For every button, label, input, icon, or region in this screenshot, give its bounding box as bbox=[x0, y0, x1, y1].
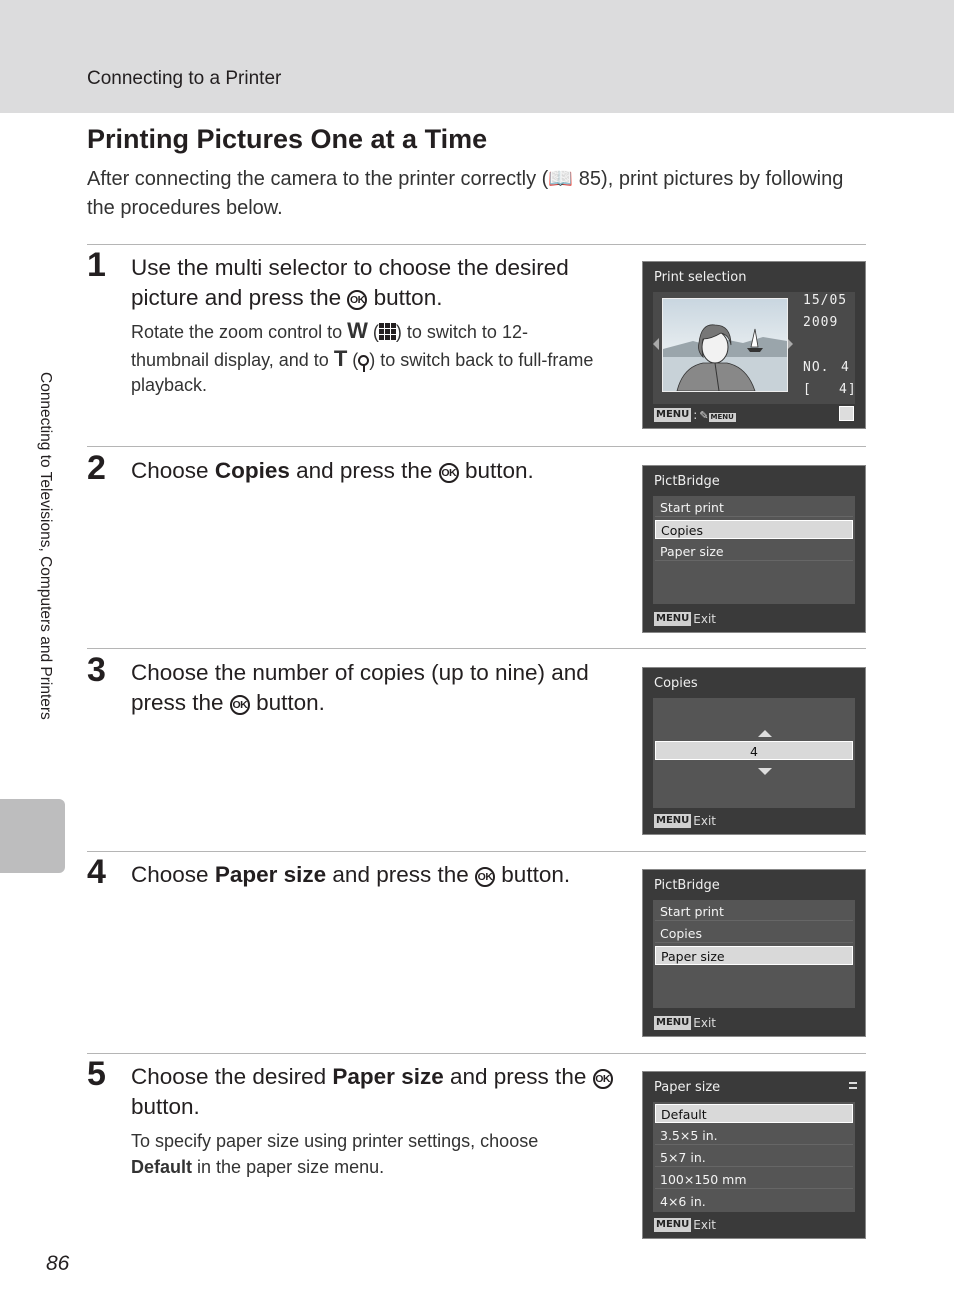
intro-ref: 85 bbox=[578, 168, 602, 190]
step-number: 4 bbox=[87, 853, 106, 891]
intro-text-after: ), print pictures by following the procedures below. bbox=[87, 168, 844, 219]
step-text: Use the multi selector to choose the desired picture and press the bbox=[131, 255, 569, 310]
menu-button-icon: MENU bbox=[656, 409, 690, 420]
ok-button-icon: OK bbox=[593, 1069, 613, 1089]
exit-label: Exit bbox=[693, 1218, 717, 1232]
step-divider bbox=[87, 1053, 866, 1054]
count-value: 4] bbox=[839, 382, 857, 397]
paper-size-list bbox=[653, 1102, 855, 1212]
screen-footer bbox=[654, 408, 736, 422]
decrease-arrow-icon[interactable] bbox=[758, 768, 772, 775]
step-body-text: ) to switch to 12-thumbnail display, and to bbox=[131, 322, 528, 370]
step-keyword: Copies bbox=[214, 458, 290, 483]
increase-arrow-icon[interactable] bbox=[758, 730, 772, 737]
step-text: Choose bbox=[131, 862, 209, 887]
number-value: 4 bbox=[841, 360, 850, 375]
step-text: button. bbox=[501, 862, 571, 887]
screen-title: Paper size bbox=[654, 1080, 721, 1095]
step-text: and press the bbox=[450, 1064, 587, 1089]
left-arrow-icon bbox=[653, 338, 659, 350]
book-reference-icon: 📖 bbox=[548, 168, 574, 190]
step-title bbox=[131, 860, 616, 890]
menu-item-start-print[interactable]: Start print bbox=[655, 902, 853, 921]
menu-button-icon: MENU bbox=[656, 815, 690, 826]
step-text: button. bbox=[131, 1094, 200, 1119]
step-text: button. bbox=[464, 458, 534, 483]
step-number: 2 bbox=[87, 449, 106, 487]
camera-screen-print-selection bbox=[642, 261, 866, 429]
camera-screen-pictbridge-copies bbox=[642, 465, 866, 633]
screen-footer bbox=[654, 612, 716, 626]
thumbnail-mode-icon bbox=[839, 406, 854, 421]
step-text: and press the bbox=[296, 458, 433, 483]
ok-button-icon: OK bbox=[230, 695, 250, 715]
menu-button-icon: MENU bbox=[656, 613, 690, 624]
thumbnail-grid-icon bbox=[379, 323, 396, 340]
step-body bbox=[131, 1129, 601, 1180]
page-number: 86 bbox=[46, 1252, 70, 1275]
copies-selector bbox=[653, 698, 855, 808]
step-number: 3 bbox=[87, 651, 106, 689]
header-band bbox=[0, 0, 954, 113]
screen-title: PictBridge bbox=[654, 474, 720, 489]
ok-button-icon: OK bbox=[347, 290, 367, 310]
zoom-t-key: T bbox=[333, 345, 348, 371]
thumbnail-photo bbox=[662, 298, 788, 392]
count-bracket: [ bbox=[803, 382, 812, 397]
screen-title: Copies bbox=[654, 676, 698, 691]
paper-option[interactable]: 100×150 mm bbox=[655, 1170, 853, 1189]
step-text: button. bbox=[373, 285, 443, 310]
step-divider bbox=[87, 244, 866, 245]
year-readout: 2009 bbox=[803, 315, 839, 330]
exit-label: Exit bbox=[693, 1016, 717, 1030]
step-divider bbox=[87, 446, 866, 447]
step-body-text: in the paper size menu. bbox=[197, 1156, 385, 1177]
menu-list bbox=[653, 496, 855, 604]
camera-screen-pictbridge-paper bbox=[642, 869, 866, 1037]
step-title bbox=[131, 1062, 616, 1122]
exit-label: Exit bbox=[693, 814, 717, 828]
step-body-text: To specify paper size using printer settings, choose bbox=[131, 1131, 539, 1151]
intro-paragraph bbox=[87, 165, 857, 223]
copies-value[interactable]: 4 bbox=[655, 741, 853, 760]
step-body-text: ) to switch back to full-frame playback. bbox=[131, 349, 594, 395]
section-header: Connecting to a Printer bbox=[87, 68, 282, 89]
paper-option[interactable]: 4×6 in. bbox=[660, 1194, 706, 1209]
screen-title: Print selection bbox=[654, 270, 747, 285]
step-title bbox=[131, 456, 616, 486]
screen-title: PictBridge bbox=[654, 878, 720, 893]
camera-screen-copies bbox=[642, 667, 866, 835]
ok-button-icon: OK bbox=[475, 867, 495, 887]
menu-button-icon: MENU bbox=[656, 1017, 690, 1028]
menu-button-icon: MENU bbox=[656, 1219, 690, 1230]
intro-text-before: After connecting the camera to the printer correctly ( bbox=[87, 168, 549, 190]
step-text: Choose bbox=[131, 458, 209, 483]
screen-footer bbox=[654, 1016, 716, 1030]
paper-option[interactable]: 5×7 in. bbox=[655, 1148, 853, 1167]
ok-button-icon: OK bbox=[439, 463, 459, 483]
step-keyword: Default bbox=[131, 1156, 193, 1177]
menu-item-start-print[interactable]: Start print bbox=[655, 498, 853, 517]
zoom-w-key: W bbox=[347, 318, 368, 343]
print-menu-icon: MENU bbox=[710, 412, 734, 421]
camera-screen-paper-size bbox=[642, 1071, 866, 1239]
step-text: and press the bbox=[332, 862, 469, 887]
paper-option[interactable]: 3.5×5 in. bbox=[655, 1126, 853, 1145]
menu-list bbox=[653, 900, 855, 1008]
step-body: Rotate the zoom control to W ( ) to switch to 12-thumbnail display, and to T ( ) to switch back to full-frame playback. bbox=[131, 318, 594, 395]
chapter-tab bbox=[0, 799, 65, 873]
step-text: Choose the desired bbox=[131, 1064, 327, 1089]
magnify-icon bbox=[358, 355, 369, 366]
page-title: Printing Pictures One at a Time bbox=[87, 124, 488, 154]
menu-item-paper-size[interactable]: Paper size bbox=[655, 946, 853, 965]
chapter-tab-label: Connecting to Televisions, Computers and Printers bbox=[37, 372, 54, 720]
colon-icon: : bbox=[693, 408, 698, 422]
step-title bbox=[131, 253, 616, 313]
screen-footer bbox=[654, 814, 716, 828]
step-keyword: Paper size bbox=[214, 862, 327, 887]
scrollbar-icon[interactable] bbox=[849, 1082, 857, 1089]
exit-label: Exit bbox=[693, 612, 717, 626]
print-set-icon: ✎ MENU bbox=[699, 408, 734, 422]
menu-item-copies[interactable]: Copies bbox=[655, 924, 853, 943]
paper-option-default[interactable]: Default bbox=[655, 1104, 853, 1123]
step-number: 5 bbox=[87, 1055, 106, 1093]
step-divider bbox=[87, 648, 866, 649]
step-text: Choose the number of copies (up to nine) and press the bbox=[131, 660, 589, 715]
number-label: NO. bbox=[803, 360, 830, 375]
step-keyword: Paper size bbox=[332, 1064, 444, 1089]
step-title bbox=[131, 658, 616, 718]
step-body-text: Rotate the zoom control to bbox=[131, 322, 343, 342]
menu-item-copies[interactable]: Copies bbox=[655, 520, 853, 539]
step-number: 1 bbox=[87, 246, 106, 284]
screen-footer bbox=[654, 1218, 716, 1232]
date-readout: 15/05 bbox=[803, 293, 848, 308]
step-text: button. bbox=[256, 690, 325, 715]
menu-item-paper-size[interactable]: Paper size bbox=[655, 542, 853, 561]
step-divider bbox=[87, 851, 866, 852]
